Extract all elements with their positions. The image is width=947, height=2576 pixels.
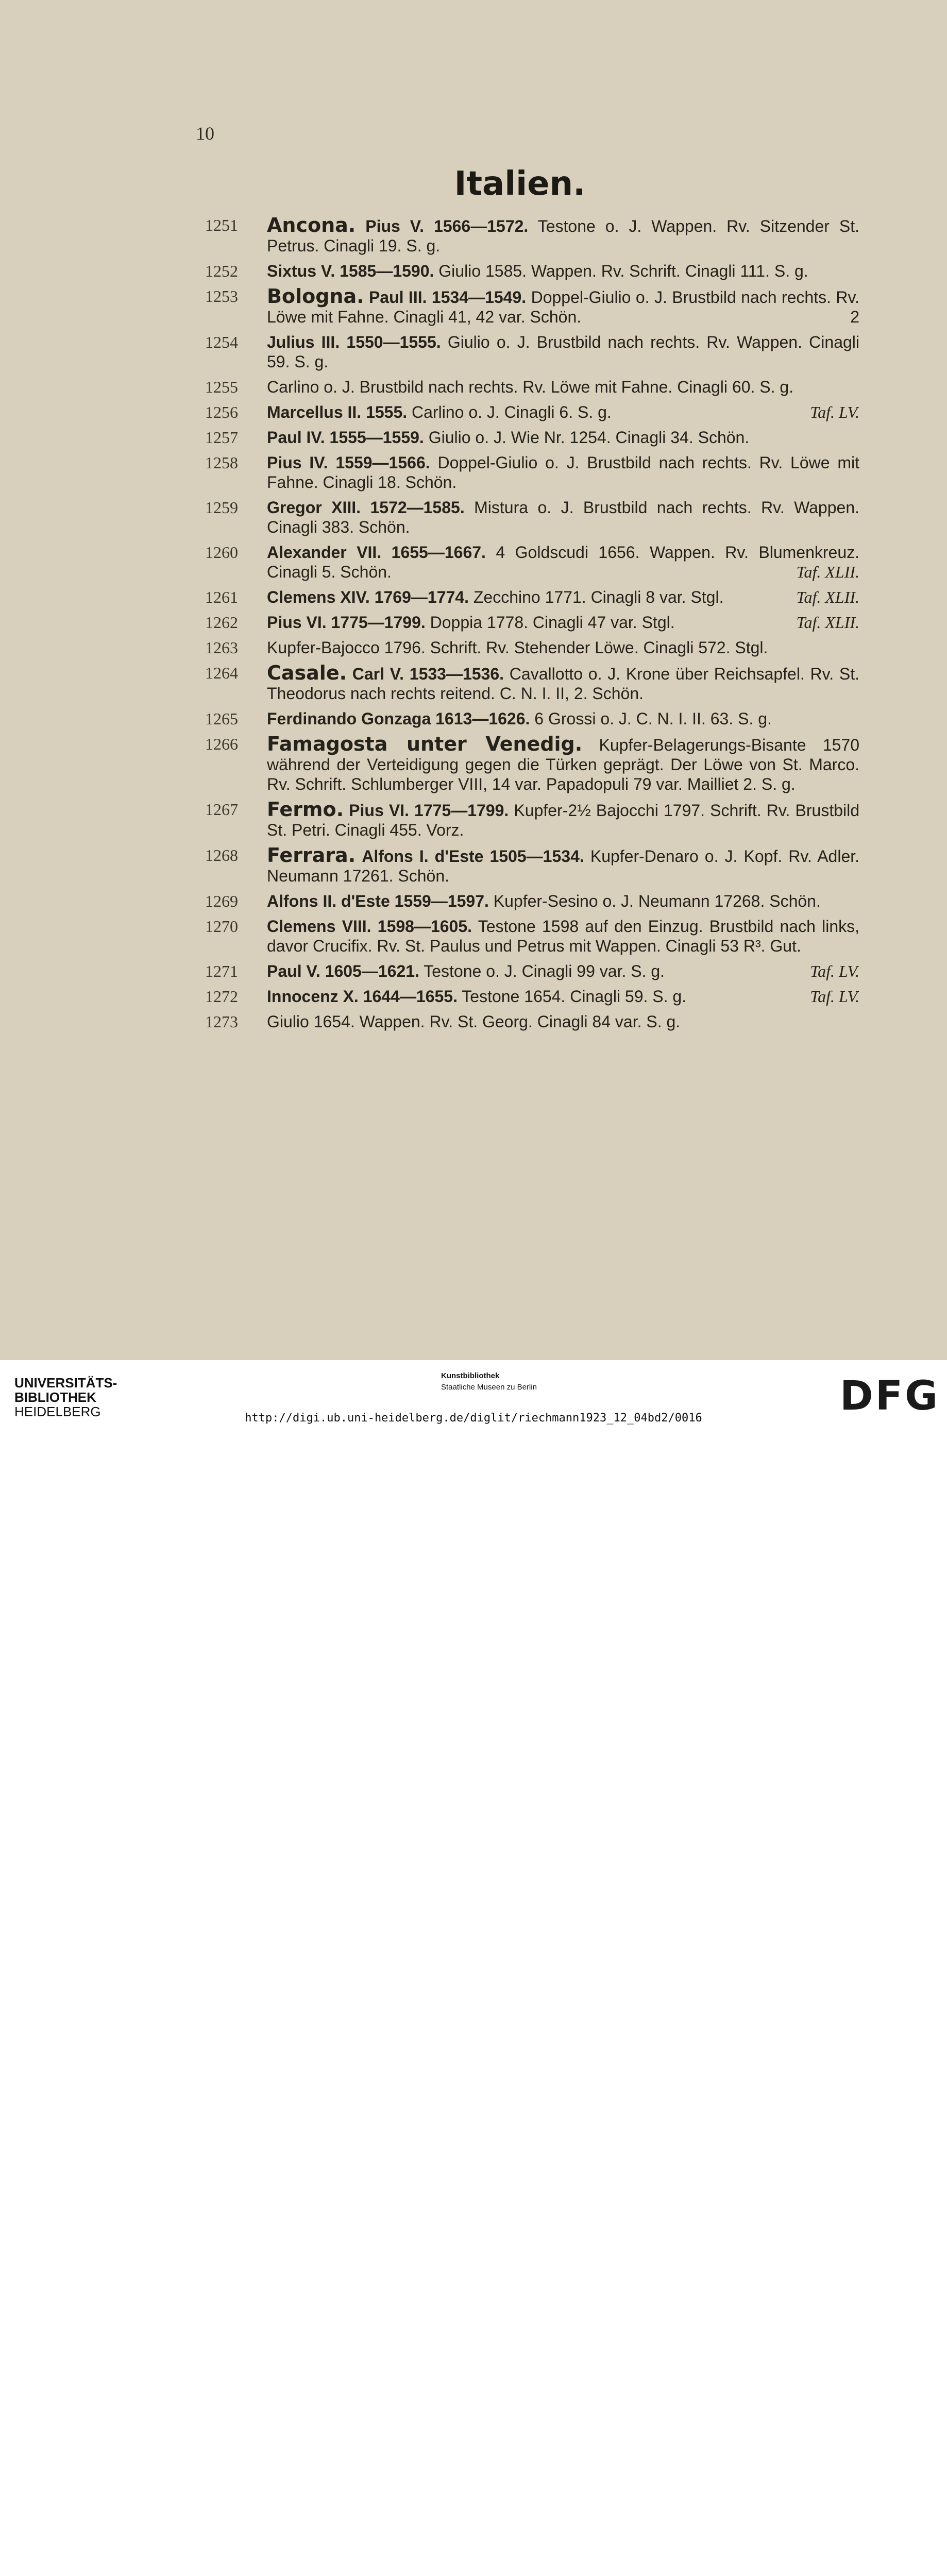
entry-ruler: Carl V. 1533—1536. — [352, 665, 504, 683]
entry-place: Bologna. — [267, 285, 364, 308]
entry-number: 1268 — [205, 846, 238, 865]
entry-place: Casale. — [267, 662, 347, 684]
entry-description: Kupfer-Bajocco 1796. Schrift. Rv. Stehender Löwe. Cinagli 572. Stgl. — [267, 638, 768, 657]
entry-ruler: Paul III. 1534—1549. — [368, 288, 527, 307]
page-number: 10 — [196, 123, 214, 144]
catalogue-entry-1254 — [0, 332, 947, 371]
entry-plate-reference: Taf. LV. — [810, 962, 859, 980]
entry-number: 1257 — [205, 428, 238, 447]
entry-plate-reference: Taf. LV. — [810, 987, 859, 1006]
entry-description: Kupfer-Denaro o. J. Kopf. Rv. Adler. Neumann 17261. Schön. — [267, 847, 860, 885]
entry-number: 1254 — [205, 333, 238, 351]
entry-number: 1265 — [205, 709, 238, 728]
entry-number: 1270 — [205, 917, 238, 936]
entry-description: Doppel-Giulio o. J. Brustbild nach rechts. Rv. Löwe mit Fahne. Cinagli 18. Schön. — [267, 453, 860, 492]
entry-number: 1251 — [205, 216, 238, 234]
entry-ruler: Ferdinando Gonzaga 1613—1626. — [267, 709, 530, 728]
entry-ruler: Paul IV. 1555—1559. — [267, 428, 424, 447]
entry-ruler: Pius V. 1566—1572. — [365, 217, 529, 235]
entry-description: Doppia 1778. Cinagli 47 var. Stgl. — [430, 613, 675, 632]
ub-line-3: HEIDELBERG — [14, 1404, 101, 1419]
catalogue-entry-1269 — [0, 891, 947, 911]
catalogue-entry-1267 — [0, 800, 947, 840]
entry-ruler: Paul V. 1605—1621. — [267, 962, 419, 980]
catalogue-entry-1268 — [0, 845, 947, 886]
entry-ruler: Sixtus V. 1585—1590. — [267, 262, 434, 280]
entry-description: Testone o. J. Wappen. Rv. Sitzender St. Petrus. Cinagli 19. S. g. — [267, 217, 860, 255]
catalogue-entry-1261 — [0, 587, 947, 607]
entry-ruler: Pius IV. 1559—1566. — [267, 453, 430, 472]
entry-number: 1272 — [205, 987, 238, 1006]
entry-text — [267, 261, 859, 281]
entry-text — [267, 663, 859, 703]
catalogue-entry-1258 — [0, 453, 947, 492]
entry-text — [267, 891, 859, 911]
ub-line-1: UNIVERSITÄTS- — [14, 1375, 117, 1391]
entry-ruler: Alfons I. d'Este 1505—1534. — [362, 847, 584, 866]
entry-text — [267, 1012, 859, 1031]
entry-description: 6 Grossi o. J. C. N. I. II. 63. S. g. — [534, 709, 772, 728]
entry-description: Carlino o. J. Cinagli 6. S. g. — [412, 403, 612, 421]
source-url[interactable]: http://digi.ub.uni-heidelberg.de/diglit/riechmann1923_12_04bd2/0016 — [245, 1412, 702, 1425]
entry-text — [267, 987, 859, 1006]
entry-description: Doppel-Giulio o. J. Brustbild nach rechts. Rv. Löwe mit Fahne. Cinagli 41, 42 var. Schön. — [267, 288, 860, 326]
entry-description: Testone 1598 auf den Einzug. Brustbild nach links, davor Crucifix. Rv. St. Paulus und Petrus mit Wappen. Cinagli 53 R³. Gut. — [267, 917, 859, 955]
entry-number: 1252 — [205, 262, 238, 280]
catalogue-entries — [0, 215, 947, 1037]
entry-number: 1269 — [205, 892, 238, 910]
entry-ruler: Innocenz X. 1644—1655. — [267, 987, 458, 1006]
entry-text — [267, 332, 859, 371]
catalogue-entry-1270 — [0, 917, 947, 956]
entry-number: 1267 — [205, 800, 238, 819]
entry-description: Giulio 1585. Wappen. Rv. Schrift. Cinagli 111. S. g. — [438, 262, 808, 280]
entry-text — [267, 734, 859, 794]
entry-text — [267, 961, 859, 981]
entry-text — [267, 845, 859, 886]
entry-ruler: Pius VI. 1775—1799. — [267, 613, 426, 632]
entry-description: Cavallotto o. J. Krone über Reichsapfel. Rv. St. Theodorus nach rechts reitend. C. N. I. II, 2. Schön. — [267, 665, 860, 703]
catalogue-entry-1257 — [0, 428, 947, 447]
entry-number: 1264 — [205, 664, 238, 682]
entry-text — [267, 917, 859, 956]
catalogue-entry-1263 — [0, 638, 947, 657]
entry-estimate: 2 — [850, 308, 859, 326]
entry-number: 1266 — [205, 735, 238, 753]
catalogue-entry-1251 — [0, 215, 947, 256]
catalogue-entry-1253 — [0, 286, 947, 327]
entry-text — [267, 402, 859, 422]
entry-place: Fermo. — [267, 798, 344, 821]
catalogue-entry-1262 — [0, 613, 947, 632]
kb-line-2: Staatliche Museen zu Berlin — [441, 1383, 537, 1392]
catalogue-entry-1264 — [0, 663, 947, 703]
entry-number: 1262 — [205, 613, 238, 632]
catalogue-entry-1266 — [0, 734, 947, 794]
entry-ruler: Julius III. 1550—1555. — [267, 333, 441, 351]
catalogue-entry-1271 — [0, 961, 947, 981]
entry-number: 1273 — [205, 1012, 238, 1031]
entry-ruler: Pius VI. 1775—1799. — [349, 801, 509, 820]
entry-description: Testone o. J. Cinagli 99 var. S. g. — [424, 962, 665, 980]
entry-description: Kupfer-Sesino o. J. Neumann 17268. Schön. — [493, 892, 821, 910]
entry-text — [267, 800, 859, 840]
entry-text — [267, 638, 859, 657]
ub-line-2: BIBLIOTHEK — [14, 1389, 96, 1405]
entry-ruler: Alexander VII. 1655—1667. — [267, 543, 486, 562]
entry-ruler: Gregor XIII. 1572—1585. — [267, 498, 465, 517]
entry-number: 1271 — [205, 962, 238, 980]
catalogue-entry-1265 — [0, 709, 947, 728]
entry-text — [267, 498, 859, 537]
entry-text — [267, 543, 859, 582]
entry-description: 4 Goldscudi 1656. Wappen. Rv. Blumenkreuz. Cinagli 5. Schön. — [267, 543, 860, 581]
kb-line-1: Kunstbibliothek — [441, 1371, 500, 1380]
dfg-logo: DFG — [840, 1373, 940, 1419]
entry-description: Kupfer-Belagerungs-Bisante 1570 während der Verteidigung gegen die Türken geprägt. Der Löwe von St. Marco. Rv. Schrift. Schlumberger VIII, 14 var. Papadopuli 79 var. Mailliet 2. S. g. — [267, 736, 859, 793]
entry-number: 1263 — [205, 638, 238, 657]
entry-number: 1256 — [205, 403, 238, 421]
entry-text — [267, 587, 859, 607]
catalogue-entry-1260 — [0, 543, 947, 582]
entry-text — [267, 215, 859, 256]
entry-description: Giulio 1654. Wappen. Rv. St. Georg. Cinagli 84 var. S. g. — [267, 1012, 681, 1031]
entry-ruler: Marcellus II. 1555. — [267, 403, 408, 421]
catalogue-entry-1252 — [0, 261, 947, 281]
entry-description: Giulio o. J. Wie Nr. 1254. Cinagli 34. Schön. — [428, 428, 750, 447]
entry-text — [267, 286, 859, 327]
page-title: Italien. — [454, 165, 586, 203]
entry-ruler: Clemens VIII. 1598—1605. — [267, 917, 472, 936]
catalogue-entry-1273 — [0, 1012, 947, 1031]
entry-number: 1253 — [205, 287, 238, 306]
catalogue-entry-1272 — [0, 987, 947, 1006]
entry-number: 1255 — [205, 378, 238, 396]
entry-plate-reference: Taf. XLII. — [796, 613, 859, 632]
entry-place: Ferrara. — [267, 844, 356, 867]
entry-description: Giulio o. J. Brustbild nach rechts. Rv. Wappen. Cinagli 59. S. g. — [267, 333, 860, 371]
entry-description: Testone 1654. Cinagli 59. S. g. — [462, 987, 687, 1006]
entry-number: 1259 — [205, 498, 238, 517]
catalogue-entry-1256 — [0, 402, 947, 422]
kunstbibliothek-name — [441, 1370, 537, 1393]
entry-description: Zecchino 1771. Cinagli 8 var. Stgl. — [473, 588, 724, 606]
entry-text — [267, 709, 859, 728]
entry-text — [267, 453, 859, 492]
entry-plate-reference: Taf. XLII. — [796, 563, 859, 581]
entry-text — [267, 428, 859, 447]
entry-plate-reference: Taf. LV. — [810, 403, 859, 421]
entry-description: Mistura o. J. Brustbild nach rechts. Rv. Wappen. Cinagli 383. Schön. — [267, 498, 859, 536]
catalogue-entry-1259 — [0, 498, 947, 537]
entry-description: Carlino o. J. Brustbild nach rechts. Rv. Löwe mit Fahne. Cinagli 60. S. g. — [267, 378, 794, 396]
catalogue-entry-1255 — [0, 377, 947, 397]
entry-place: Famagosta unter Venedig. — [267, 733, 583, 755]
entry-text — [267, 377, 859, 397]
entry-number: 1261 — [205, 588, 238, 606]
entry-plate-reference: Taf. XLII. — [796, 588, 859, 606]
entry-text — [267, 613, 859, 632]
entry-place: Ancona. — [267, 214, 356, 236]
entry-ruler: Clemens XIV. 1769—1774. — [267, 588, 469, 606]
entry-description: Kupfer-2½ Bajocchi 1797. Schrift. Rv. Brustbild St. Petri. Cinagli 455. Vorz. — [267, 801, 860, 839]
entry-number: 1260 — [205, 543, 238, 562]
entry-ruler: Alfons II. d'Este 1559—1597. — [267, 892, 489, 910]
entry-number: 1258 — [205, 453, 238, 472]
